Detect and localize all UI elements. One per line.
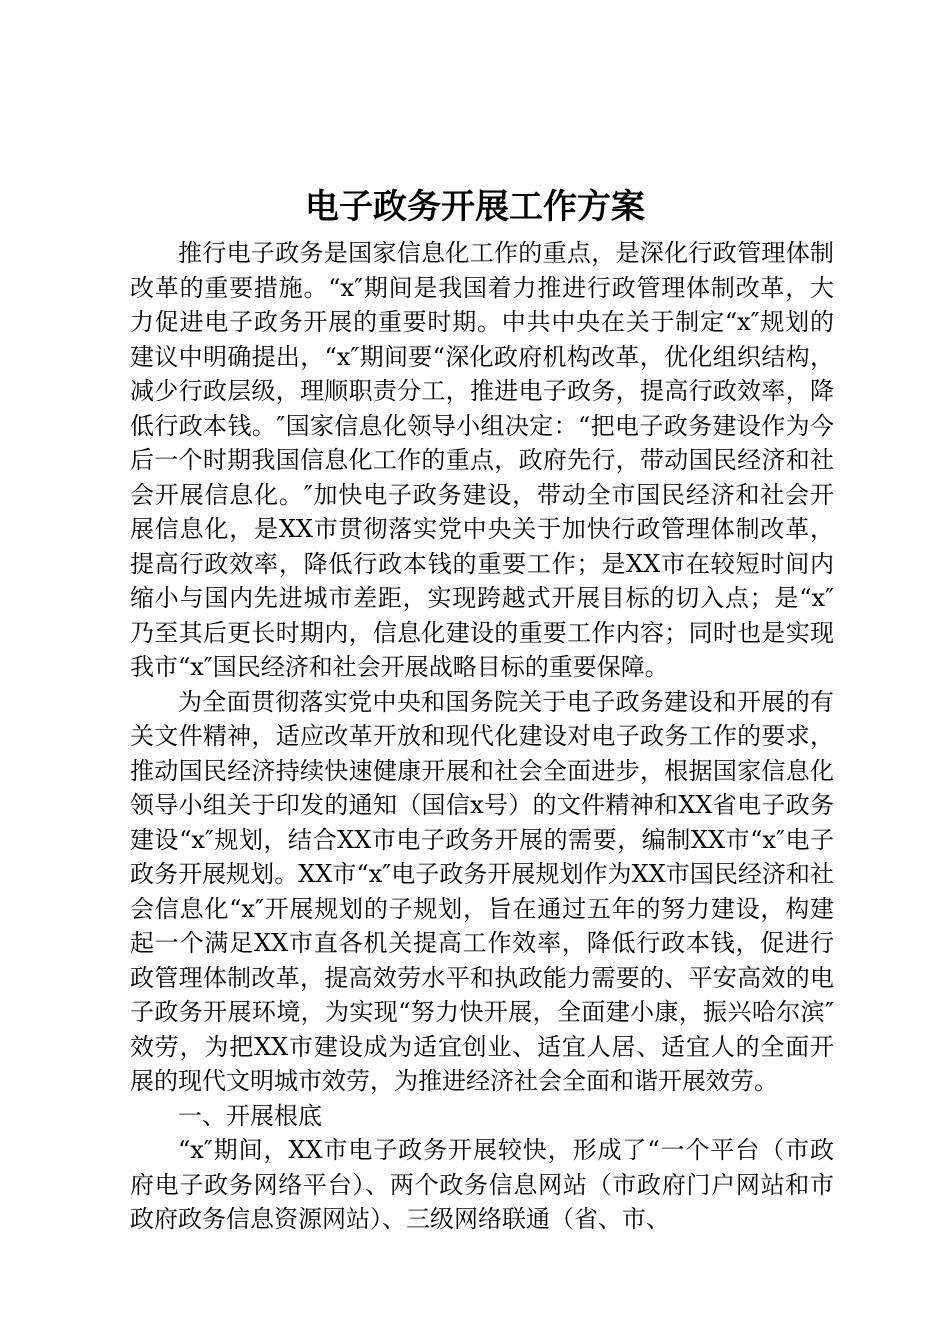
document-title: 电子政务开展工作方案 <box>305 187 645 227</box>
paragraph-purpose: 为全面贯彻落实党中央和国务院关于电子政务建设和开展的有关文件精神，适应改革开放和现代化建设对电子政务工作的要求，推动国民经济持续快速健康开展和社会全面进步，根据国家信息化领导小组关于印发的通知（国信x号）的文件精神和XX省电子政务建设“x″规划，结合XX市电子政务开展的需要，编制XX市“x″电子政务开展规划。XX市“x″电子政务开展规划作为XX市国民经济和社会信息化“x″开展规划的子规划，旨在通过五年的努力建设，构建起一个满足XX市直各机关提高工作效率，降低行政本钱，促进行政管理体制改革，提高效劳水平和执政能力需要的、平安高效的电子政务开展环境，为实现“努力快开展，全面建小康，振兴哈尔滨″效劳，为把XX市建设成为适宜创业、适宜人居、适宜人的全面开展的现代文明城市效劳，为推进经济社会全面和谐开展效劳。 <box>130 687 834 1095</box>
section-heading: 一、开展根底 <box>178 1101 322 1130</box>
document-body <box>130 236 834 1237</box>
paragraph-intro: 推行电子政务是国家信息化工作的重点，是深化行政管理体制改革的重要措施。“x″期间是我国着力推进行政管理体制改革，大力促进电子政务开展的重要时期。中共中央在关于制定“x″规划的建议中明确提出，“x″期间要“深化政府机构改革，优化组织结构，减少行政层级，理顺职责分工，推进电子政务，提高行政效率，降低行政本钱。″国家信息化领导小组决定：“把电子政务建设作为今后一个时期我国信息化工作的重点，政府先行，带动国民经济和社会开展信息化。″加快电子政务建设，带动全市国民经济和社会开展信息化，是XX市贯彻落实党中央关于加快行政管理体制改革，提高行政效率，降低行政本钱的重要工作；是XX市在较短时间内缩小与国内先进城市差距，实现跨越式开展目标的切入点；是“x″乃至其后更长时期内，信息化建设的重要工作内容；同时也是实现我市“x″国民经济和社会开展战略目标的重要保障。 <box>130 239 834 681</box>
paragraph-foundation: “x″期间，XX市电子政务开展较快，形成了“一个平台（市政府电子政务网络平台）、两个政务信息网站（市政府门户网站和市政府政务信息资源网站）、三级网络联通（省、市、 <box>130 1136 834 1233</box>
